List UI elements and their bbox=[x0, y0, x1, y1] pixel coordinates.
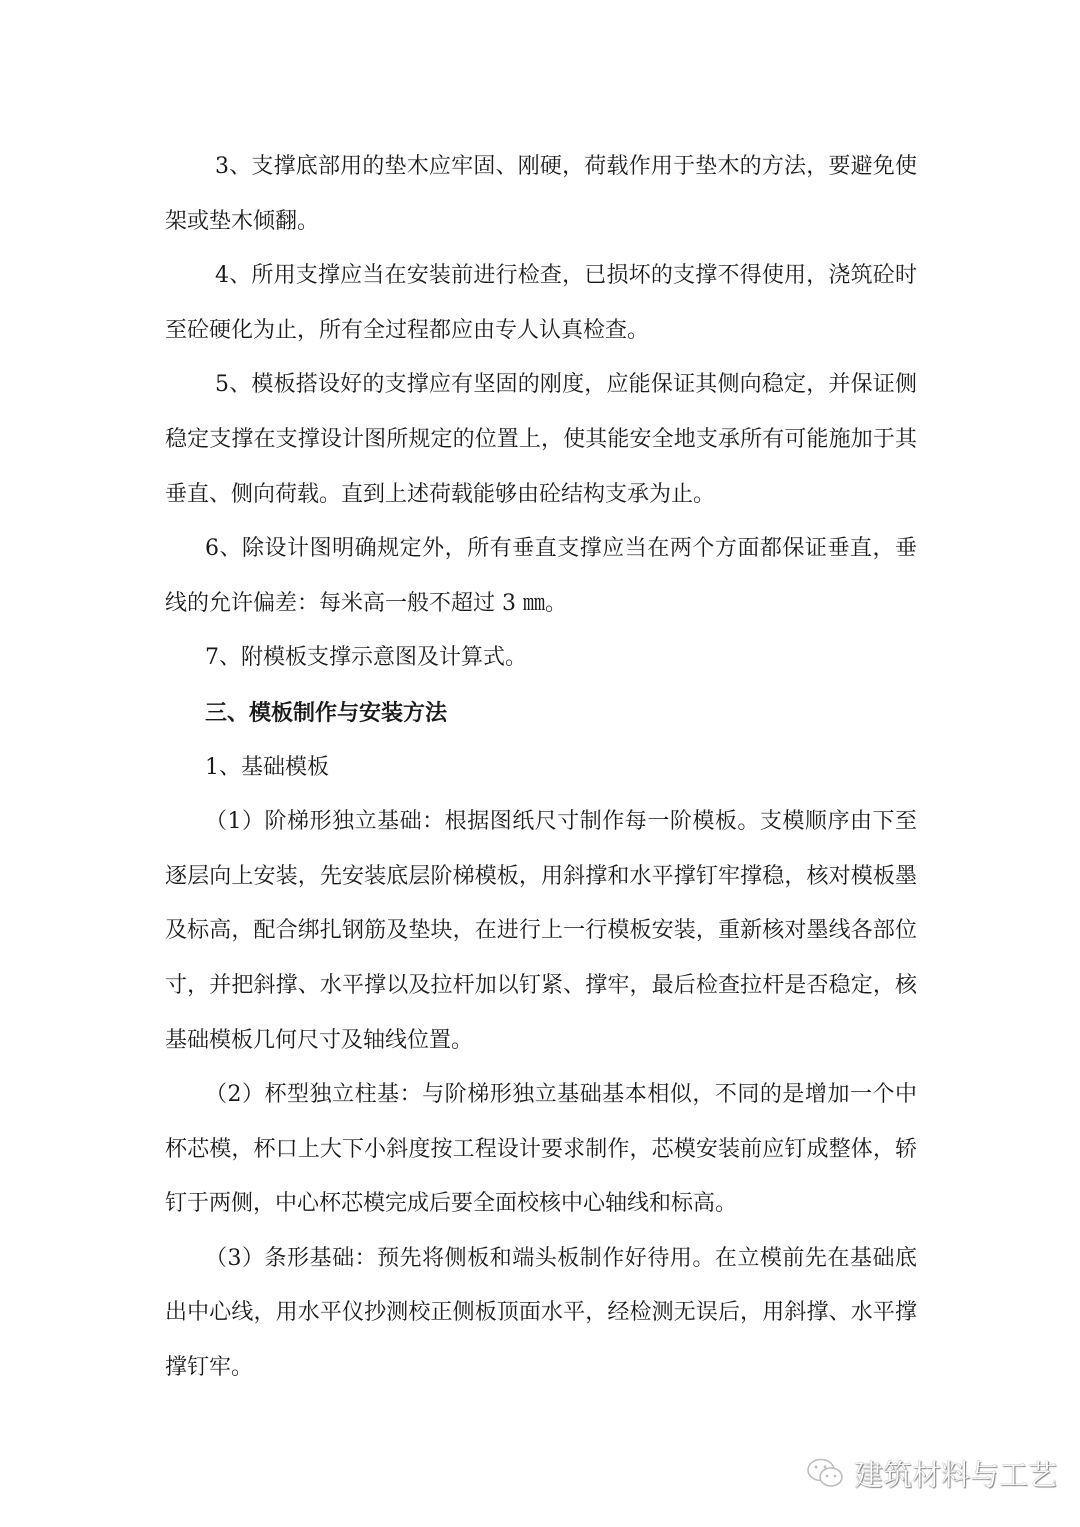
text-line: 垂直、侧向荷载。直到上述荷载能够由砼结构支承为止。 bbox=[165, 481, 716, 507]
watermark bbox=[806, 1453, 1057, 1494]
text-line: 架或垫木倾翻。 bbox=[165, 208, 320, 234]
text-line: 撑钉牢。 bbox=[165, 1355, 254, 1381]
text-line: 出中心线，用水平仪抄测校正侧板顶面水平，经检测无误后，用斜撑、水平撑 bbox=[165, 1300, 917, 1326]
text-line: 寸，并把斜撑、水平撑以及拉杆加以钉紧、撑牢，最后检查拉杆是否稳定，核 bbox=[165, 972, 917, 998]
text-line: 逐层向上安装，先安装底层阶梯模板，用斜撑和水平撑钉牢撑稳，核对模板墨 bbox=[165, 863, 917, 889]
text-line: 4、所用支撑应当在安装前进行检查，已损坏的支撑不得使用，浇筑砼时 bbox=[215, 263, 917, 289]
watermark-text: 建筑材料与工艺 bbox=[854, 1458, 1058, 1492]
section-heading: 三、模板制作与安装方法 bbox=[205, 699, 448, 726]
text-line: 杯芯模，杯口上大下小斜度按工程设计要求制作，芯模安装前应钉成整体，轿 bbox=[165, 1136, 917, 1162]
text-line: 稳定支撑在支撑设计图所规定的位置上，使其能安全地支承所有可能施加于其 bbox=[165, 426, 917, 452]
text-line: （1）阶梯形独立基础：根据图纸尺寸制作每一阶模板。支模顺序由下至 bbox=[205, 809, 917, 835]
text-line: 及标高，配合绑扎钢筋及垫块，在进行上一行模板安装，重新核对墨线各部位 bbox=[165, 918, 917, 944]
text-line: 钉于两侧，中心杯芯模完成后要全面校核中心轴线和标高。 bbox=[165, 1191, 738, 1217]
text-line: （2）杯型独立柱基：与阶梯形独立基础基本相似，不同的是增加一个中 bbox=[205, 1082, 917, 1108]
document-body bbox=[165, 140, 917, 1396]
text-line: 至砼硬化为止，所有全过程都应由专人认真检查。 bbox=[165, 317, 650, 343]
text-line: 线的允许偏差：每米高一般不超过 3 ㎜。 bbox=[165, 590, 567, 616]
text-line: 1、基础模板 bbox=[205, 754, 329, 780]
text-line: 6、除设计图明确规定外，所有垂直支撑应当在两个方面都保证垂直，垂 bbox=[205, 536, 917, 562]
text-line: 3、支撑底部用的垫木应牢固、刚硬，荷载作用于垫木的方法，要避免使 bbox=[215, 154, 917, 179]
text-line: 基础模板几何尺寸及轴线位置。 bbox=[165, 1027, 474, 1053]
text-line: 5、模板搭设好的支撑应有坚固的刚度，应能保证其侧向稳定，并保证侧 bbox=[215, 372, 917, 398]
text-line: 7、附模板支撑示意图及计算式。 bbox=[205, 645, 527, 671]
text-line: （3）条形基础：预先将侧板和端头板制作好待用。在立模前先在基础底 bbox=[205, 1245, 917, 1271]
wechat-icon bbox=[806, 1457, 846, 1491]
